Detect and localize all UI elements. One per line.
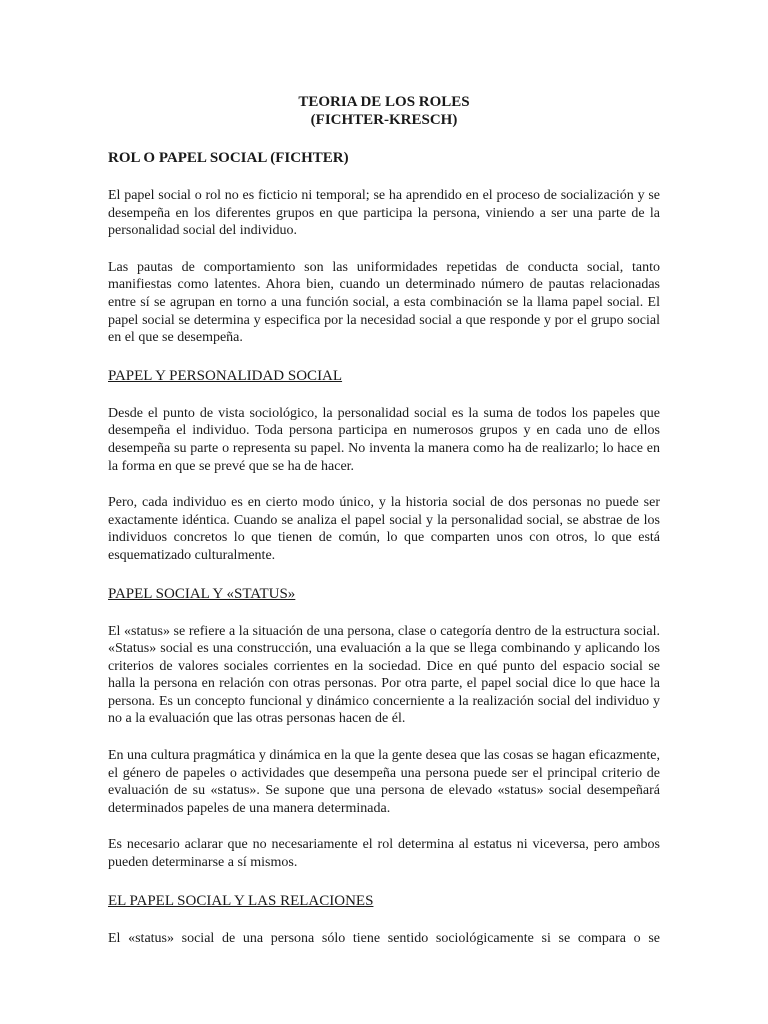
paragraph: Las pautas de comportamiento son las uniformidades repetidas de conducta social, tanto manifiestas como latentes. Ahora bien, cuando un determinado número de pautas relacionadas entre sí se agrupan en torno a una función social, a esta combinación se la llama papel social. El papel social se determina y especifica por la necesidad social a que responde y por el grupo social en el que se desempeña. <box>108 259 660 346</box>
section-heading-status: PAPEL SOCIAL Y «STATUS» <box>108 585 296 602</box>
paragraph: Desde el punto de vista sociológico, la personalidad social es la suma de todos los papeles que desempeña el individuo. Toda persona participa en numerosos grupos y en cada uno de ellos desempeña su parte o representa su papel. No inventa la manera como ha de realizarlo; lo hace en la forma en que se prevé que se ha de hacer. <box>108 405 660 474</box>
paragraph: Es necesario aclarar que no necesariamente el rol determina al estatus ni viceversa, pero ambos pueden determinarse a sí mismos. <box>108 837 660 871</box>
paragraph: Pero, cada individuo es en cierto modo único, y la historia social de dos personas no puede ser exactamente idéntica. Cuando se analiza el papel social y la personalidad social, se abstrae de los individuos concretos lo que tienen de común, lo que comparten unos con otros, lo que está esquematizado culturalmente. <box>108 495 660 563</box>
paragraph: El papel social o rol no es ficticio ni temporal; se ha aprendido en el proceso de socialización y se desempeña en los diferentes grupos en que participa la persona, viniendo a ser una parte de la personalidad social del individuo. <box>108 188 660 239</box>
title-line-2: (FICHTER-KRESCH) <box>310 112 458 128</box>
paragraph: El «status» se refiere a la situación de una persona, clase o categoría dentro de la estructura social. «Status» social es una construcción, una evaluación a la que se llega combinando y aplicando los criterios de valores sociales corrientes en la sociedad. Dice en qué punto del espacio social se halla la persona en relación con otras personas. Por otra parte, el papel social dice lo que hace la persona. Es un concepto funcional y dinámico concerniente a la realización social del individuo y no a la evaluación que las otras personas hacen de él. <box>108 623 660 727</box>
section-heading-relaciones: EL PAPEL SOCIAL Y LAS RELACIONES <box>108 892 374 909</box>
section-heading-personalidad: PAPEL Y PERSONALIDAD SOCIAL <box>108 367 343 384</box>
section-heading-rol: ROL O PAPEL SOCIAL (FICHTER) <box>108 150 349 166</box>
document-page <box>108 0 660 1024</box>
paragraph: En una cultura pragmática y dinámica en la que la gente desea que las cosas se hagan eficazmente, el género de papeles o actividades que desempeña una persona puede ser el principal criterio de evaluación de su «status». Se supone que una persona de elevado «status» social desempeñará determinados papeles de una manera determinada. <box>108 748 660 816</box>
paragraph-truncated: El «status» social de una persona sólo tiene sentido sociológicamente si se compara o se <box>108 930 660 946</box>
document-title <box>108 93 660 129</box>
title-line-1: TEORIA DE LOS ROLES <box>298 94 470 110</box>
